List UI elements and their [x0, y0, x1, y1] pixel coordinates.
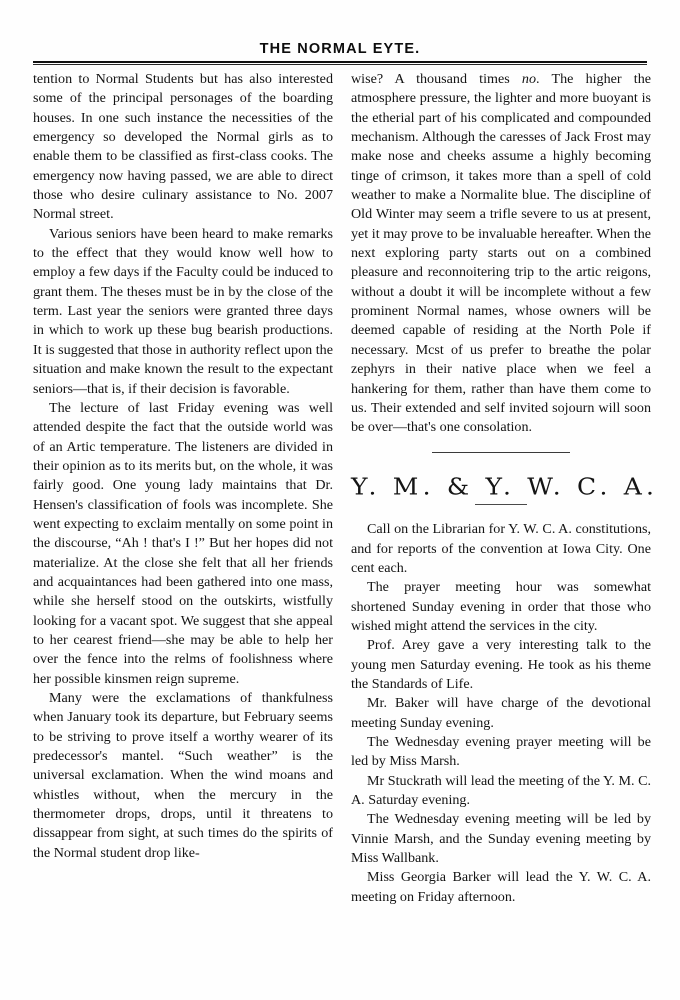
page-title: THE NORMAL EYTE.: [259, 41, 421, 57]
section-heading-text: Y. M. & Y. W. C. A.: [351, 472, 659, 500]
paragraph-continuation: [351, 70, 651, 438]
left-column: [33, 70, 333, 863]
section-heading-underline: [475, 504, 527, 505]
news-item: Mr Stuckrath will lead the meeting of the Y. M. C. A. Saturday evening.: [351, 772, 651, 808]
paragraph: Many were the exclamations of thankfulness when January took its departure, but February seems to be striving to prove itself a worthy wearer of its predecessor's mantel. “Such weather” is the universal exclamation. When the wind moans and whistles without, when the mercury in the thermometer drops, drops, until it threatens to dissappear from sight, at such times do the spirits of the Normal student drop like-: [33, 690, 333, 861]
paragraph-text-after-emphasis: . The higher the atmosphere pressure, the lighter and more buoyant is the etherial part of his complicated and compounded mechanism. Although the caresses of Jack Frost may make nose and cheeks assume a highly becoming tinge of crimson, it takes more than a spell of cold weather to make a Normalite blue. The discipline of Old Winter may seem a trifle severe to us at present, yet it may prove to be invaluable hereafter. When the next exploring party starts out on a combined pleasure and reconnoitering trip to the artic reigons, without a doubt it will be incomplete without a few prominent Normal names, whose owners will be deemed capable of residing at the North Pole if necessary. Mcst of us prefer to breathe the polar zephyrs in their native place when we feel a hankering for them, rather than have them come to us. Their extended and self invited sojourn will soon be over—that's one consolation.: [351, 71, 651, 436]
news-item: The Wednesday evening prayer meeting will be led by Miss Marsh.: [351, 733, 651, 770]
news-item: Mr. Baker will have charge of the devotional meeting Sunday evening.: [351, 695, 651, 731]
section-heading: [351, 472, 659, 505]
news-item: Prof. Arey gave a very interesting talk to the young men Saturday evening. He took as his theme the Standards of Life.: [351, 637, 651, 692]
running-head: [33, 40, 647, 58]
section-items: [351, 520, 651, 907]
news-item: The Wednesday evening meeting will be led by Vinnie Marsh, and the Sunday evening meeting by Miss Wallbank.: [351, 811, 651, 866]
section-divider: [432, 452, 570, 453]
paragraph-continuation: tention to Normal Students but has also interested some of the principal personages of the boarding houses. In one such instance the necessities of the emergency so developed the Normal girls as to enable them to be classified as first-class cooks. The emergency now having passed, we are able to direct those who desire culinary assistance to No. 2007 Normal street.: [33, 71, 333, 223]
header-divider-thick: [33, 61, 647, 63]
news-item: Miss Georgia Barker will lead the Y. W. C. A. meeting on Friday afternoon.: [351, 869, 651, 905]
header-divider: [33, 61, 647, 65]
news-item: Call on the Librarian for Y. W. C. A. constitutions, and for reports of the convention at Iowa City. One cent each.: [351, 521, 651, 576]
right-column: [351, 70, 659, 907]
header-divider-thin: [33, 64, 647, 65]
paragraph-text-before-emphasis: wise? A thousand times: [351, 71, 522, 87]
emphasis-text: no: [521, 71, 537, 87]
news-item: The prayer meeting hour was somewhat shortened Sunday evening in order that those who wished might attend the services in the city.: [351, 579, 651, 634]
paragraph: The lecture of last Friday evening was well attended despite the fact that the outside world was of an Artic temperature. The listeners are divided in their opinion as to its merits but, on the whole, it was fairly good. One young lady maintains that Dr. Hensen's classification of fools was incomplete. She went expecting to exclaim mentally on some point in the discourse, “Ah ! that's I !” But her hopes did not materialize. At the close she felt that all her friends and acquaintances had been gathered into one mass, while she herself stood on the outskirts, wistfully looking for a vacant spot. We suggest that she appeal to her cearest friend—she may be able to help her over the fence into the relms of foolishness where her possible kinsmen reign supreme.: [33, 399, 333, 687]
paragraph: Various seniors have been heard to make remarks to the effect that they would know well how to employ a few days if the Faculty could be induced to grant them. The theses must be in by the close of the term. Last year the seniors were granted three days in which to work up these bug bearish productions. It is suggested that those in authority reflect upon the situation and make known the result to the expectant seniors—that is, if their decision is favorable.: [33, 225, 333, 397]
